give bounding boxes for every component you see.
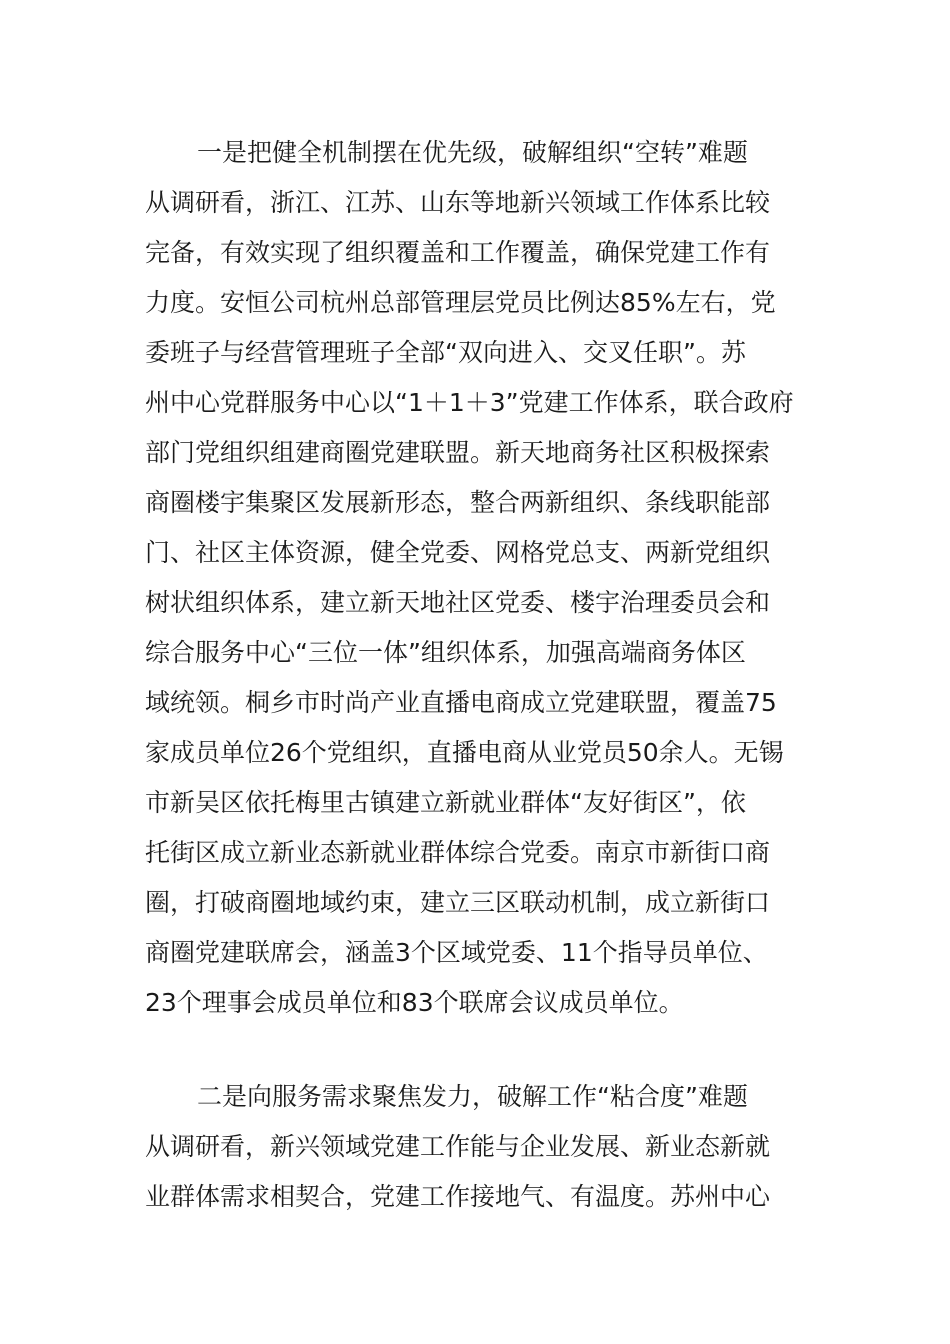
paragraph-line: 综合服务中心“三位一体”组织体系，加强高端商务体区: [145, 638, 746, 667]
paragraph-line: 业群体需求相契合，党建工作接地气、有温度。苏州中心: [145, 1182, 771, 1211]
paragraph-line: 委班子与经营管理班子全部“双向进入、交叉任职”。苏: [145, 338, 746, 367]
paragraph-line: 从调研看，新兴领域党建工作能与企业发展、新业态新就: [145, 1132, 771, 1161]
paragraph-line: 23个理事会成员单位和83个联席会议成员单位。: [145, 988, 684, 1017]
paragraph-line: 商圈楼宇集聚区发展新形态，整合两新组织、条线职能部: [145, 488, 771, 517]
paragraph-line: 门、社区主体资源，健全党委、网格党总支、两新党组织: [145, 538, 771, 567]
section-two-heading: 二是向服务需求聚焦发力，破解工作“粘合度”难题: [197, 1082, 748, 1111]
paragraph-line: 家成员单位26个党组织，直播电商从业党员50余人。无锡: [145, 738, 784, 767]
paragraph-line: 商圈党建联席会，涵盖3个区域党委、11个指导员单位、: [145, 938, 768, 967]
paragraph-line: 部门党组织组建商圈党建联盟。新天地商务社区积极探索: [145, 438, 771, 467]
paragraph-line: 域统领。桐乡市时尚产业直播电商成立党建联盟，覆盖75: [145, 688, 777, 717]
paragraph-line: 托街区成立新业态新就业群体综合党委。南京市新街口商: [145, 838, 771, 867]
paragraph-line: 州中心党群服务中心以“1＋1＋3”党建工作体系，联合政府: [145, 388, 794, 417]
paragraph-line: 力度。安恒公司杭州总部管理层党员比例达85%左右，党: [145, 288, 776, 317]
paragraph-line: 市新吴区依托梅里古镇建立新就业群体“友好街区”，依: [145, 788, 746, 817]
paragraph-line: 从调研看，浙江、江苏、山东等地新兴领域工作体系比较: [145, 188, 771, 217]
section-one: [145, 128, 810, 1028]
paragraph-line: 完备，有效实现了组织覆盖和工作覆盖，确保党建工作有: [145, 238, 771, 267]
section-two: [145, 1072, 810, 1222]
section-one-heading: 一是把健全机制摆在优先级，破解组织“空转”难题: [197, 138, 748, 167]
paragraph-line: 圈，打破商圈地域约束，建立三区联动机制，成立新街口: [145, 888, 771, 917]
paragraph-line: 树状组织体系，建立新天地社区党委、楼宇治理委员会和: [145, 588, 771, 617]
